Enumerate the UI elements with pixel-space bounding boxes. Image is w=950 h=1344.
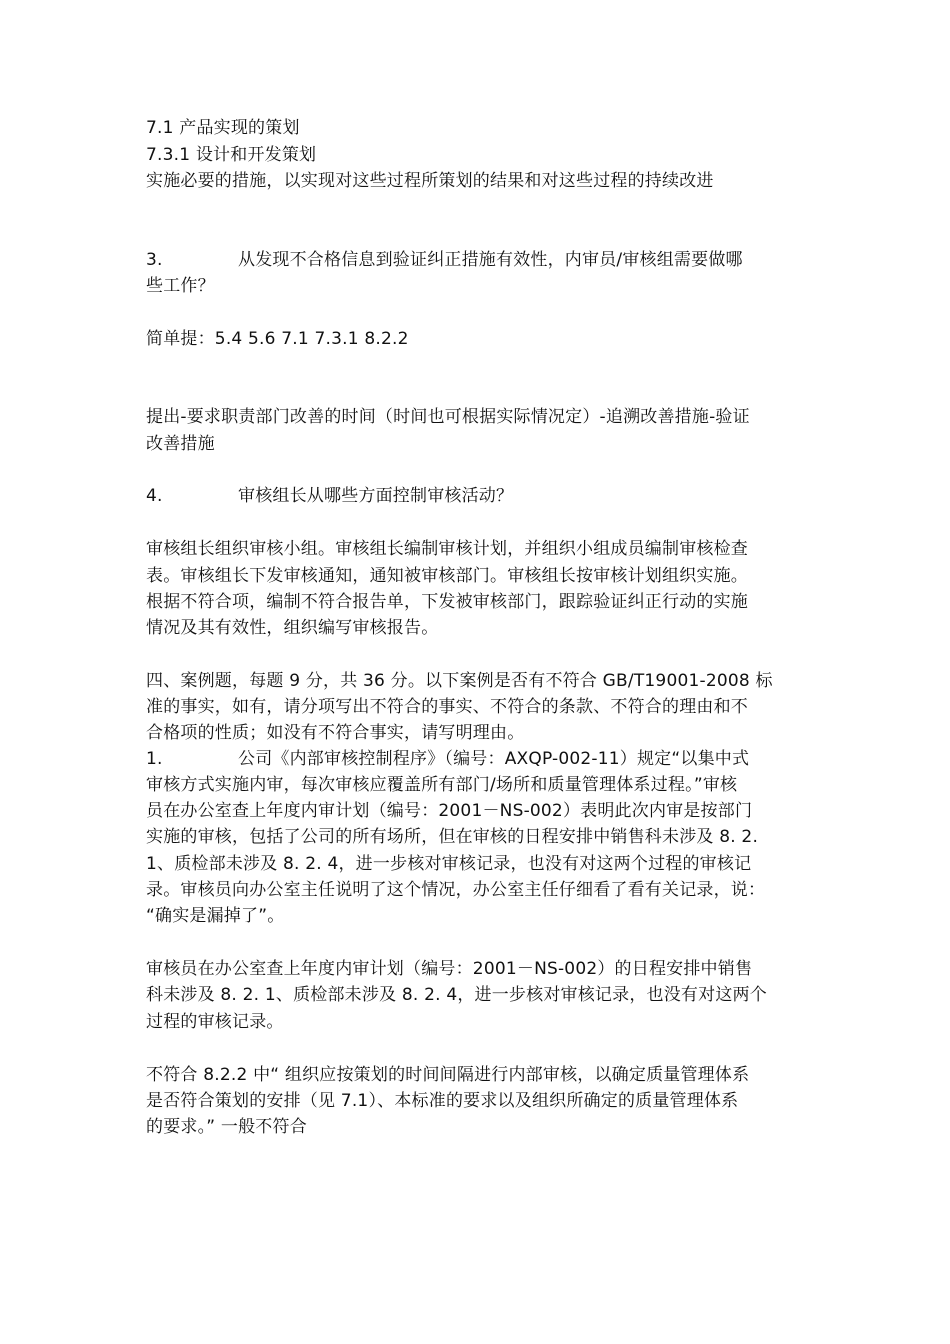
answer-4-line: 表。审核组长下发审核通知，通知被审核部门。审核组长按审核计划组织实施。	[146, 566, 748, 586]
case-1	[146, 747, 749, 771]
question-4-text: 审核组长从哪些方面控制审核活动？	[238, 486, 514, 506]
finding-line: 科未涉及 8. 2. 1、质检部未涉及 8. 2. 4，进一步核对审核记录，也没有对这两个	[146, 985, 767, 1005]
case-1-line: 实施的审核，包括了公司的所有场所，但在审核的日程安排中销售科未涉及 8. 2.	[146, 827, 759, 847]
case-1-line: “确实是漏掉了”。	[146, 906, 285, 926]
question-3-continuation: 些工作？	[146, 276, 215, 296]
nonconformity-line: 不符合 8.2.2 中“ 组织应按策划的时间间隔进行内部审核，以确定质量管理体系	[146, 1065, 750, 1085]
case-1-line: 录。审核员向办公室主任说明了这个情况，办公室主任仔细看了看有关记录，说：	[146, 880, 766, 900]
nonconformity-line: 的要求。” 一般不符合	[146, 1117, 307, 1137]
section-4-intro-line: 准的事实，如有，请分项写出不符合的事实、不符合的条款、不符合的理由和不	[146, 697, 748, 717]
question-3-number: 3.	[146, 250, 163, 270]
nonconformity-line: 是否符合策划的安排（见 7.1）、本标准的要求以及组织所确定的质量管理体系	[146, 1091, 739, 1111]
answer-4-line: 根据不符合项，编制不符合报告单，下发被审核部门，跟踪验证纠正行动的实施	[146, 592, 748, 612]
answer-3-line: 提出-要求职责部门改善的时间（时间也可根据实际情况定）-追溯改善措施-验证	[146, 407, 750, 427]
question-4-number: 4.	[146, 486, 163, 506]
answer-4-line: 审核组长组织审核小组。审核组长编制审核计划，并组织小组成员编制审核检查	[146, 539, 748, 559]
finding-line: 过程的审核记录。	[146, 1012, 284, 1032]
section-4-intro-line: 四、案例题，每题 9 分，共 36 分。以下案例是否有不符合 GB/T19001-2008 标	[146, 671, 773, 691]
heading-7-1: 7.1 产品实现的策划	[146, 118, 300, 138]
heading-7-3-1: 7.3.1 设计和开发策划	[146, 145, 317, 165]
question-3	[146, 248, 743, 272]
finding-line: 审核员在办公室查上年度内审计划（编号：2001－NS-002）的日程安排中销售	[146, 959, 753, 979]
question-4	[146, 484, 513, 508]
improvement-text: 实施必要的措施，以实现对这些过程所策划的结果和对这些过程的持续改进	[146, 171, 714, 191]
case-1-line: 1、质检部未涉及 8. 2. 4，进一步核对审核记录，也没有对这两个过程的审核记	[146, 854, 752, 874]
brief-reference: 简单提：5.4 5.6 7.1 7.3.1 8.2.2	[146, 329, 409, 349]
question-3-text: 从发现不合格信息到验证纠正措施有效性，内审员/审核组需要做哪	[238, 250, 743, 270]
answer-4-line: 情况及其有效性，组织编写审核报告。	[146, 618, 439, 638]
answer-3-line: 改善措施	[146, 434, 215, 454]
case-1-line: 员在办公室查上年度内审计划（编号：2001－NS-002）表明此次内审是按部门	[146, 801, 753, 821]
case-1-line: 审核方式实施内审，每次审核应覆盖所有部门/场所和质量管理体系过程。”审核	[146, 775, 738, 795]
case-1-number: 1.	[146, 749, 163, 769]
case-1-first-line: 公司《内部审核控制程序》（编号：AXQP-002-11）规定“以集中式	[238, 749, 750, 769]
section-4-intro-line: 合格项的性质；如没有不符合事实，请写明理由。	[146, 723, 525, 743]
